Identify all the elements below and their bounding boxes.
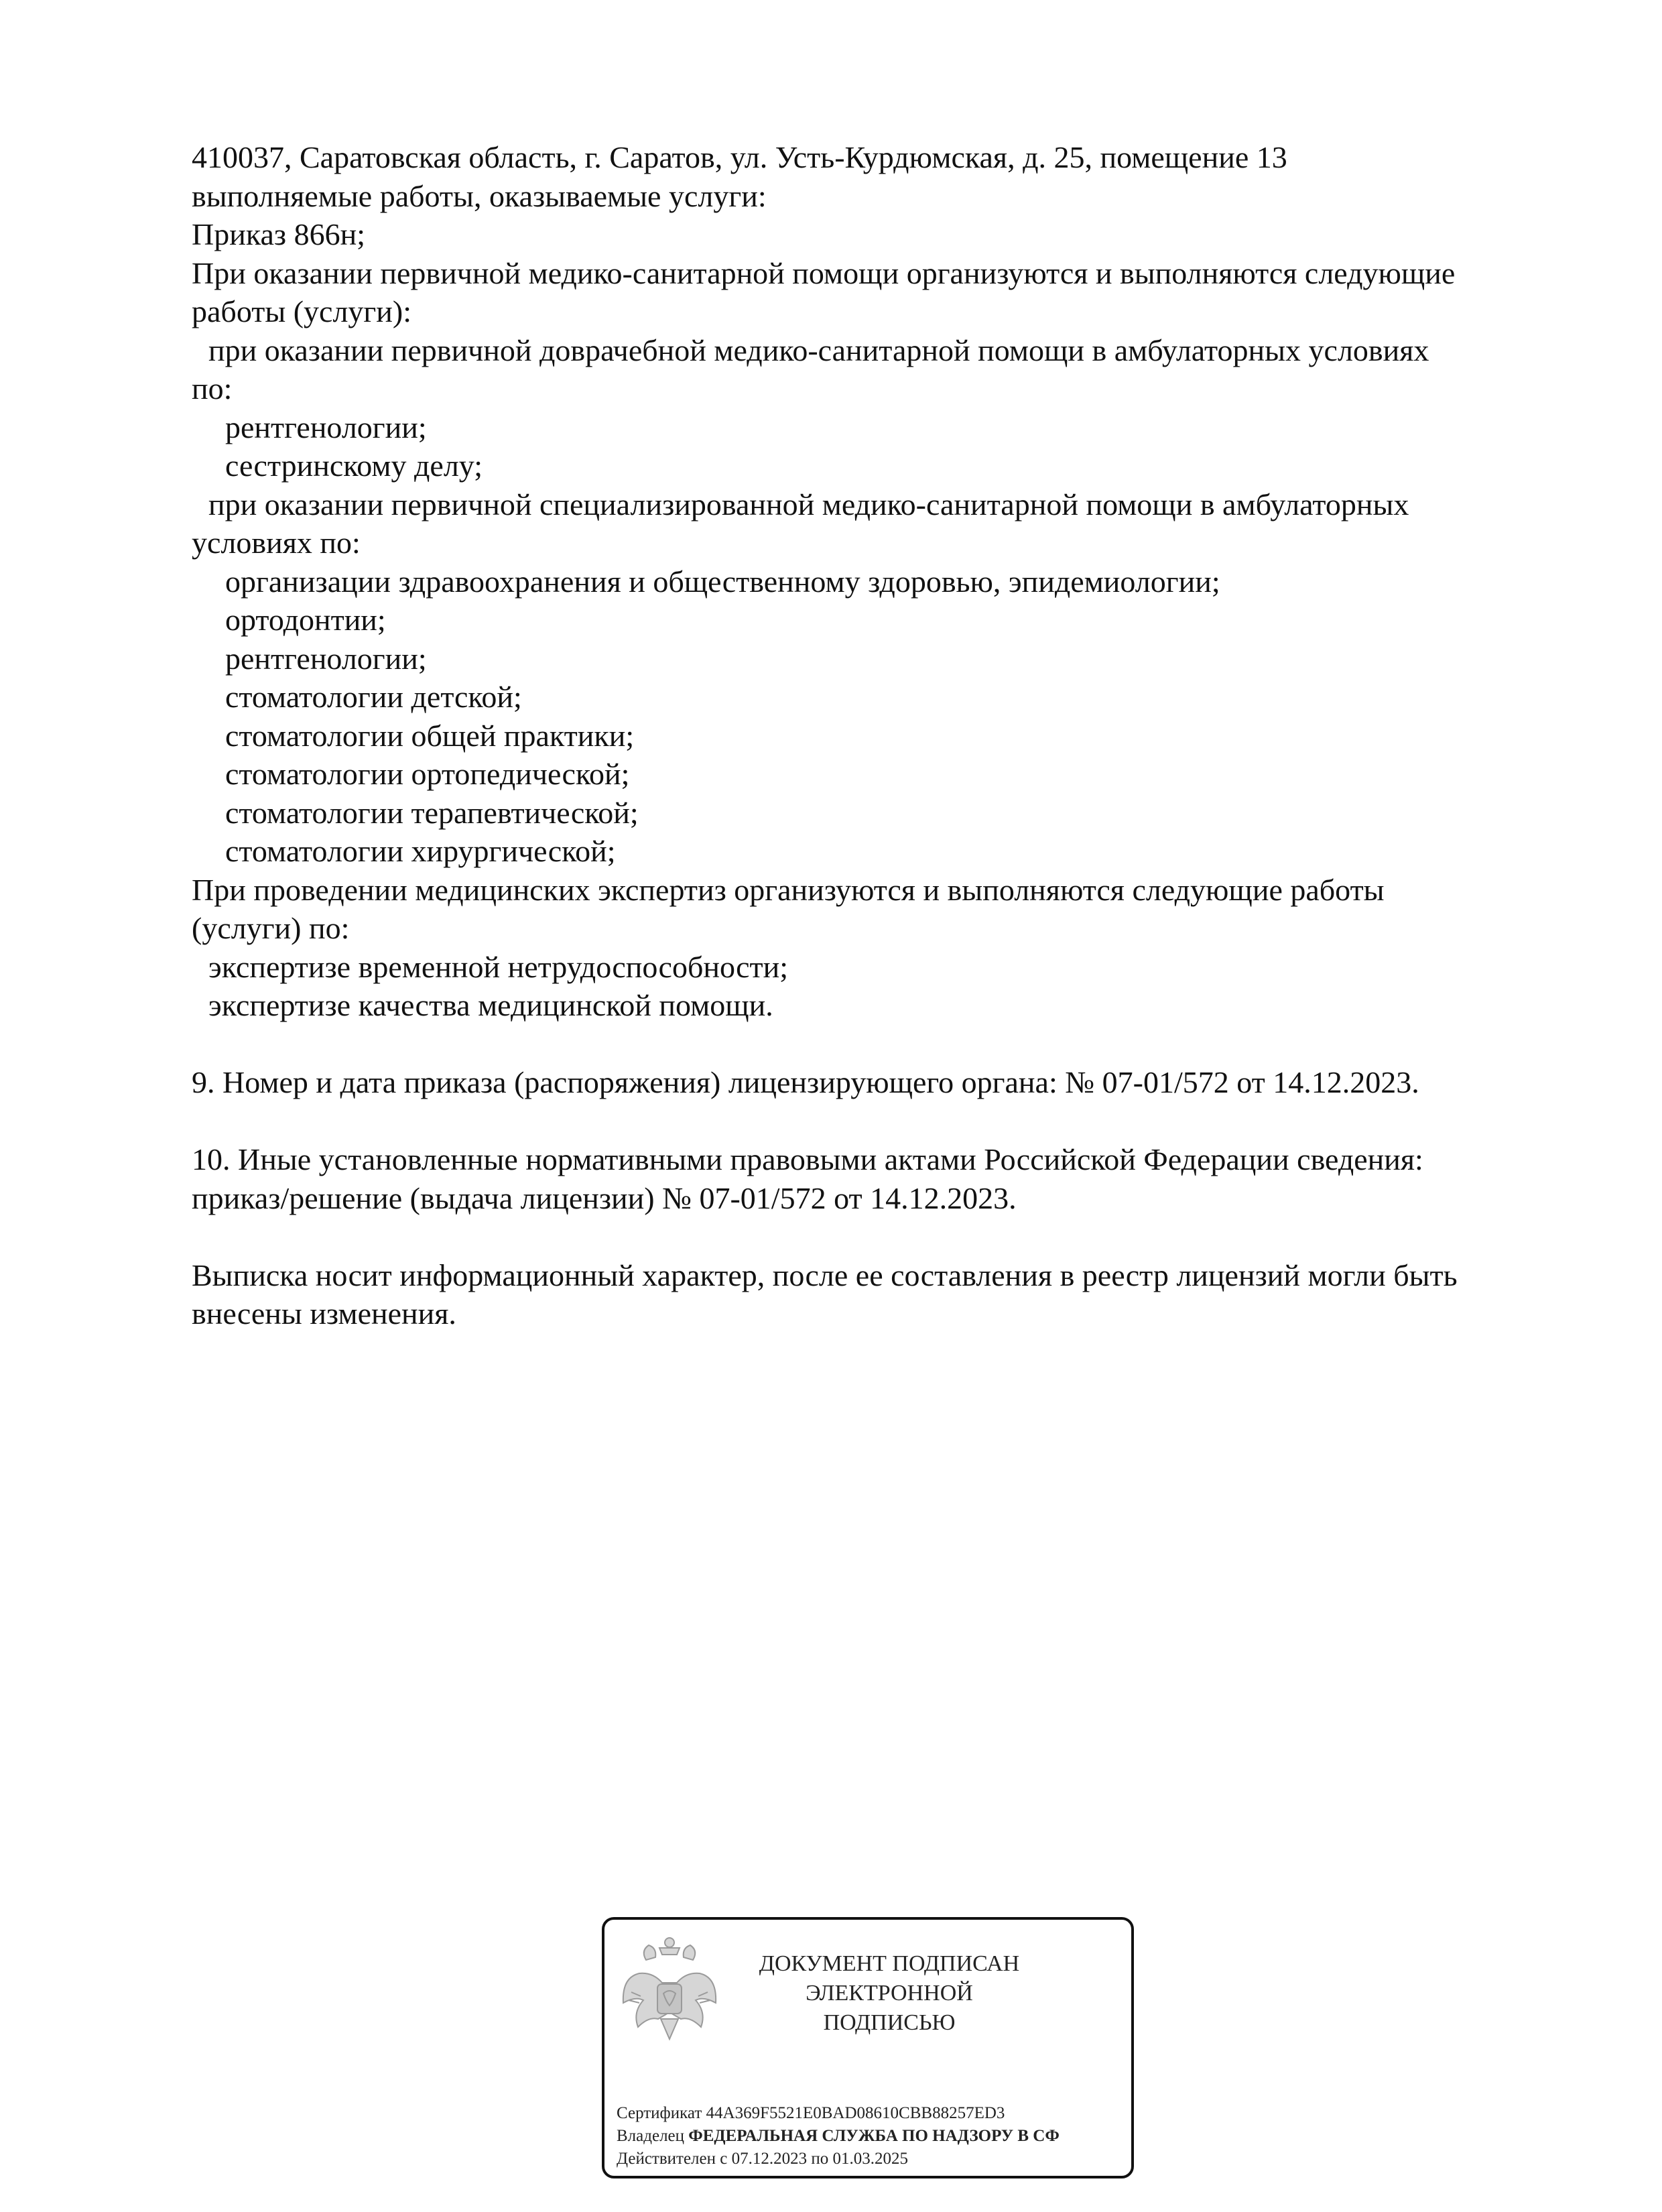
prenatal-care-subheading-cont: по: — [192, 371, 233, 406]
stamp-details — [617, 2102, 1134, 2170]
paragraph-gap — [192, 1025, 1552, 1064]
address-line: 410037, Саратовская область, г. Саратов, ул. Усть-Курдюмская, д. 25, помещение 13 — [192, 140, 1287, 174]
prenatal-care-subheading: при оказании первичной доврачебной медико-санитарной помощи в амбулаторных условиях — [208, 332, 1429, 367]
expertise-intro: При проведении медицинских экспертиз организуются и выполняются следующие работы — [192, 872, 1385, 907]
stamp-title-line-2: ЭЛЕКТРОННОЙ ПОДПИСЬЮ — [806, 1981, 973, 2035]
owner-value: ФЕДЕРАЛЬНАЯ СЛУЖБА ПО НАДЗОРУ В СФ — [688, 2127, 1060, 2145]
list-item: рентгенологии; — [225, 410, 427, 444]
expertise-intro-cont: (услуги) по: — [192, 911, 350, 945]
list-item: сестринскому делу; — [225, 448, 483, 483]
disclaimer-note-cont: внесены изменения. — [192, 1296, 456, 1331]
specialized-care-subheading: при оказании первичной специализированной медико-санитарной помощи в амбулаторных — [208, 487, 1409, 521]
list-item: экспертизе временной нетрудоспособности; — [208, 949, 789, 984]
electronic-signature-stamp — [602, 1917, 1134, 2178]
disclaimer-note: Выписка носит информационный характер, после ее составления в реестр лицензий могли быть — [192, 1257, 1458, 1292]
list-item: стоматологии хирургической; — [225, 834, 616, 868]
section-9-order-number: 9. Номер и дата приказа (распоряжения) лицензирующего органа: № 07-01/572 от 14.12.2023. — [192, 1065, 1419, 1099]
list-item: стоматологии ортопедической; — [225, 757, 630, 791]
section-10-other-info: 10. Иные установленные нормативными правовыми актами Российской Федерации сведения: — [192, 1142, 1423, 1176]
list-item: экспертизе качества медицинской помощи. — [208, 988, 773, 1022]
works-heading: выполняемые работы, оказываемые услуги: — [192, 178, 767, 213]
order-reference: Приказ 866н; — [192, 217, 365, 251]
list-item: ортодонтии; — [225, 603, 386, 637]
primary-care-intro: При оказании первичной медико-санитарной помощи организуются и выполняются следующие — [192, 255, 1456, 290]
owner-row — [617, 2125, 1134, 2148]
certificate-label: Сертификат — [617, 2104, 702, 2122]
stamp-title — [739, 1949, 1040, 2038]
section-10-other-info-cont: приказ/решение (выдача лицензии) № 07-01/572 от 14.12.2023. — [192, 1180, 1017, 1215]
list-item: организации здравоохранения и общественному здоровью, эпидемиологии; — [225, 564, 1220, 599]
document-body — [192, 138, 1552, 1333]
validity-row: Действителен с 07.12.2023 по 01.03.2025 — [617, 2150, 908, 2168]
stamp-title-line-1: ДОКУМЕНТ ПОДПИСАН — [759, 1951, 1020, 1976]
list-item: стоматологии терапевтической; — [225, 795, 639, 830]
certificate-value: 44A369F5521E0BAD08610CBB88257ED3 — [706, 2104, 1005, 2122]
paragraph-gap — [192, 1217, 1552, 1256]
paragraph-gap — [192, 1102, 1552, 1141]
list-item: стоматологии детской; — [225, 680, 522, 714]
certificate-row — [617, 2102, 1134, 2125]
specialized-care-subheading-cont: условиях по: — [192, 526, 361, 560]
primary-care-intro-cont: работы (услуги): — [192, 294, 411, 328]
owner-label: Владелец — [617, 2127, 685, 2145]
list-item: рентгенологии; — [225, 641, 427, 676]
list-item: стоматологии общей практики; — [225, 718, 635, 753]
double-headed-eagle-emblem-icon — [619, 1933, 720, 2047]
